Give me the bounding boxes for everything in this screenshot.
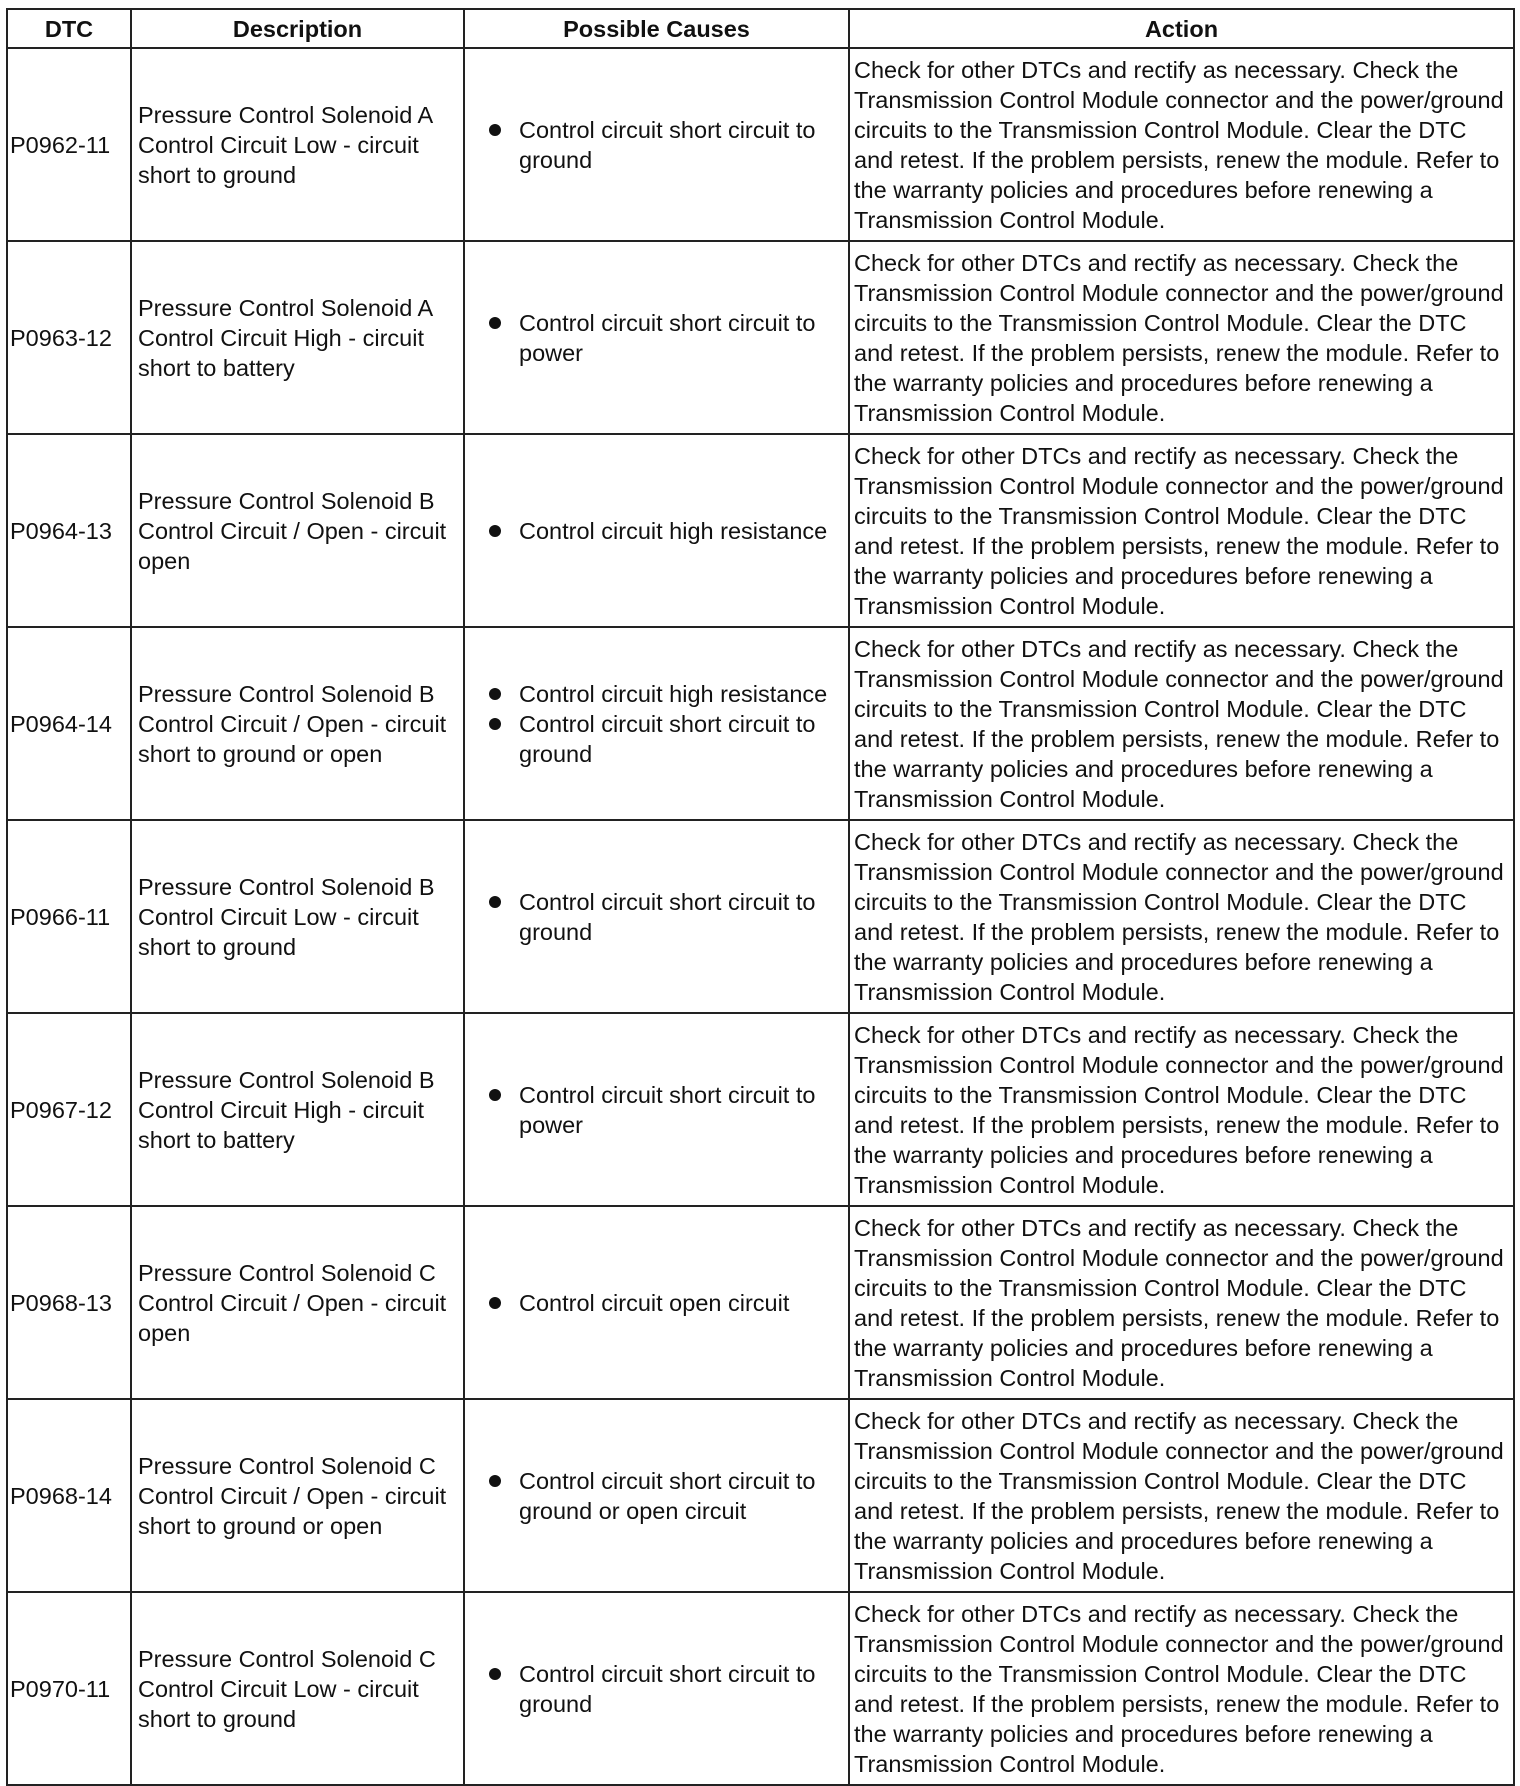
cause-list <box>479 1466 840 1526</box>
action-cell: Check for other DTCs and rectify as necessary. Check the Transmission Control Module connector and the power/ground circuits to the Transmission Control Module. Clear the DTC and retest. If the problem persists, renew the module. Refer to the warranty policies and procedures before renewing a Transmission Control Module. <box>849 241 1514 434</box>
cause-item <box>479 516 840 546</box>
table-row <box>7 1399 1514 1592</box>
cause-list <box>479 1288 840 1318</box>
description-cell: Pressure Control Solenoid A Control Circuit Low - circuit short to ground <box>131 48 464 241</box>
table-row <box>7 1013 1514 1206</box>
bullet-icon <box>489 1297 501 1309</box>
cause-list <box>479 516 840 546</box>
action-cell: Check for other DTCs and rectify as necessary. Check the Transmission Control Module connector and the power/ground circuits to the Transmission Control Module. Clear the DTC and retest. If the problem persists, renew the module. Refer to the warranty policies and procedures before renewing a Transmission Control Module. <box>849 820 1514 1013</box>
possible-causes-cell <box>464 1399 849 1592</box>
dtc-code: P0964-14 <box>7 627 131 820</box>
header-possible-causes: Possible Causes <box>464 9 849 48</box>
description-cell: Pressure Control Solenoid B Control Circuit / Open - circuit open <box>131 434 464 627</box>
bullet-icon <box>489 718 501 730</box>
cause-list <box>479 679 840 769</box>
cause-list <box>479 887 840 947</box>
bullet-icon <box>489 1089 501 1101</box>
cause-text: Control circuit short circuit to ground <box>519 710 816 767</box>
action-cell: Check for other DTCs and rectify as necessary. Check the Transmission Control Module connector and the power/ground circuits to the Transmission Control Module. Clear the DTC and retest. If the problem persists, renew the module. Refer to the warranty policies and procedures before renewing a Transmission Control Module. <box>849 1592 1514 1785</box>
action-cell: Check for other DTCs and rectify as necessary. Check the Transmission Control Module connector and the power/ground circuits to the Transmission Control Module. Clear the DTC and retest. If the problem persists, renew the module. Refer to the warranty policies and procedures before renewing a Transmission Control Module. <box>849 48 1514 241</box>
dtc-code: P0963-12 <box>7 241 131 434</box>
possible-causes-cell <box>464 820 849 1013</box>
possible-causes-cell <box>464 1592 849 1785</box>
description-cell: Pressure Control Solenoid A Control Circuit High - circuit short to battery <box>131 241 464 434</box>
bullet-icon <box>489 525 501 537</box>
description-cell: Pressure Control Solenoid B Control Circuit Low - circuit short to ground <box>131 820 464 1013</box>
possible-causes-cell <box>464 241 849 434</box>
dtc-table-container <box>6 8 1513 1786</box>
dtc-code: P0968-14 <box>7 1399 131 1592</box>
bullet-icon <box>489 1475 501 1487</box>
action-cell: Check for other DTCs and rectify as necessary. Check the Transmission Control Module connector and the power/ground circuits to the Transmission Control Module. Clear the DTC and retest. If the problem persists, renew the module. Refer to the warranty policies and procedures before renewing a Transmission Control Module. <box>849 1399 1514 1592</box>
cause-text: Control circuit short circuit to ground or open circuit <box>519 1467 816 1524</box>
possible-causes-cell <box>464 434 849 627</box>
dtc-code: P0962-11 <box>7 48 131 241</box>
table-row <box>7 434 1514 627</box>
cause-list <box>479 115 840 175</box>
dtc-table <box>6 8 1515 1786</box>
table-row <box>7 48 1514 241</box>
bullet-icon <box>489 1668 501 1680</box>
header-description: Description <box>131 9 464 48</box>
possible-causes-cell <box>464 627 849 820</box>
cause-item <box>479 115 840 175</box>
cause-item <box>479 887 840 947</box>
cause-item <box>479 1466 840 1526</box>
header-action: Action <box>849 9 1514 48</box>
cause-list <box>479 1080 840 1140</box>
cause-item <box>479 1288 840 1318</box>
table-row <box>7 1592 1514 1785</box>
dtc-code: P0970-11 <box>7 1592 131 1785</box>
table-row <box>7 627 1514 820</box>
cause-list <box>479 1659 840 1719</box>
possible-causes-cell <box>464 1013 849 1206</box>
dtc-code: P0966-11 <box>7 820 131 1013</box>
dtc-code: P0967-12 <box>7 1013 131 1206</box>
cause-text: Control circuit high resistance <box>519 680 828 707</box>
cause-text: Control circuit short circuit to ground <box>519 1660 816 1717</box>
bullet-icon <box>489 688 501 700</box>
cause-text: Control circuit short circuit to ground <box>519 888 816 945</box>
possible-causes-cell <box>464 48 849 241</box>
cause-text: Control circuit short circuit to power <box>519 309 816 366</box>
bullet-icon <box>489 317 501 329</box>
description-cell: Pressure Control Solenoid B Control Circuit High - circuit short to battery <box>131 1013 464 1206</box>
table-header-row <box>7 9 1514 48</box>
description-cell: Pressure Control Solenoid C Control Circuit / Open - circuit short to ground or open <box>131 1399 464 1592</box>
header-dtc: DTC <box>7 9 131 48</box>
table-row <box>7 820 1514 1013</box>
description-cell: Pressure Control Solenoid B Control Circuit / Open - circuit short to ground or open <box>131 627 464 820</box>
cause-item <box>479 679 840 709</box>
action-cell: Check for other DTCs and rectify as necessary. Check the Transmission Control Module connector and the power/ground circuits to the Transmission Control Module. Clear the DTC and retest. If the problem persists, renew the module. Refer to the warranty policies and procedures before renewing a Transmission Control Module. <box>849 434 1514 627</box>
cause-list <box>479 308 840 368</box>
table-row <box>7 241 1514 434</box>
cause-text: Control circuit short circuit to ground <box>519 116 816 173</box>
cause-text: Control circuit open circuit <box>519 1289 790 1316</box>
cause-item <box>479 709 840 769</box>
bullet-icon <box>489 124 501 136</box>
bullet-icon <box>489 896 501 908</box>
table-body <box>7 48 1514 1785</box>
cause-item <box>479 308 840 368</box>
possible-causes-cell <box>464 1206 849 1399</box>
description-cell: Pressure Control Solenoid C Control Circuit Low - circuit short to ground <box>131 1592 464 1785</box>
action-cell: Check for other DTCs and rectify as necessary. Check the Transmission Control Module connector and the power/ground circuits to the Transmission Control Module. Clear the DTC and retest. If the problem persists, renew the module. Refer to the warranty policies and procedures before renewing a Transmission Control Module. <box>849 1013 1514 1206</box>
dtc-code: P0964-13 <box>7 434 131 627</box>
cause-text: Control circuit high resistance <box>519 517 828 544</box>
cause-text: Control circuit short circuit to power <box>519 1081 816 1138</box>
action-cell: Check for other DTCs and rectify as necessary. Check the Transmission Control Module connector and the power/ground circuits to the Transmission Control Module. Clear the DTC and retest. If the problem persists, renew the module. Refer to the warranty policies and procedures before renewing a Transmission Control Module. <box>849 1206 1514 1399</box>
cause-item <box>479 1080 840 1140</box>
description-cell: Pressure Control Solenoid C Control Circuit / Open - circuit open <box>131 1206 464 1399</box>
dtc-code: P0968-13 <box>7 1206 131 1399</box>
table-row <box>7 1206 1514 1399</box>
cause-item <box>479 1659 840 1719</box>
action-cell: Check for other DTCs and rectify as necessary. Check the Transmission Control Module connector and the power/ground circuits to the Transmission Control Module. Clear the DTC and retest. If the problem persists, renew the module. Refer to the warranty policies and procedures before renewing a Transmission Control Module. <box>849 627 1514 820</box>
